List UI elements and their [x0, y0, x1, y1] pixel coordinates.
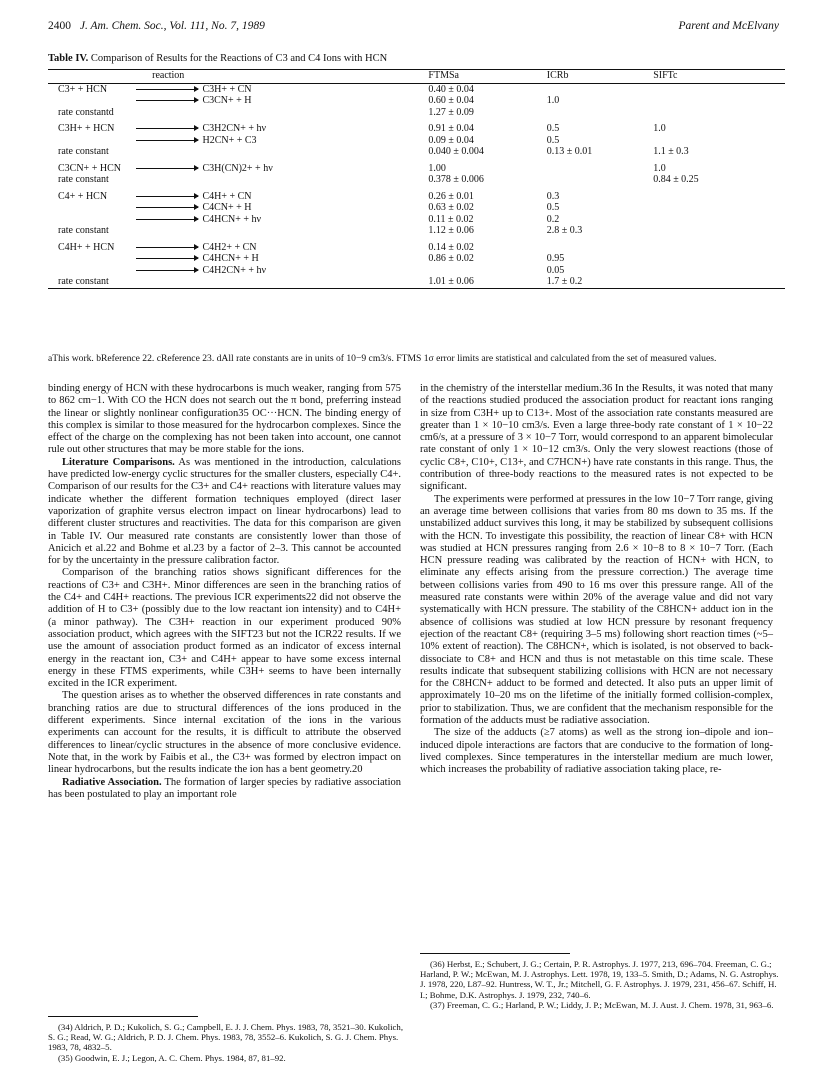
col-header-reaction: reaction: [152, 70, 185, 81]
paragraph-text: Comparison of the branching ratios shows significant differences for the reactions of C3+ and C3H+. Minor differences are seen in the branching ratios of the C4+ and C4H+ reactions. The previous ICR experiments22 did not observe the addition of H to C3+ (possibly due to the low reactant ion intensity) and to C4H+ (a minor pathway). The C3H+ reaction in our experiment produced 90% association product, which agrees with the SIFT23 but not the ICR22 results. If we use the amount of association product formed as an indicator of excess internal energy in the reactant ion, C3+ and C4H+ appear to have some excess internal energy in these FTMS experiments, while C3H+ seems to have been internally excited in the ICR experiment.: [48, 567, 401, 690]
icr-value: 0.5: [546, 202, 560, 213]
arrow-icon: [136, 140, 198, 141]
product-cell: H2CN+ + C3: [202, 134, 257, 146]
icr-value: 0.2: [546, 213, 560, 225]
col-header-sift: SIFTc: [653, 70, 678, 81]
reference-entry: (34) Aldrich, P. D.; Kukolich, S. G.; Campbell, E. J. J. Chem. Phys. 1983, 78, 3521–30. Kukolich, S. G.; Read, W. G.; Aldrich, P. D. J. Chem. Phys. 1983, 78, 3552–6. Kukolich, S. G. J. Chem. Phys. 1983, 78, 4832–5.: [48, 1022, 404, 1053]
reference-entry: (35) Goodwin, E. J.; Legon, A. C. Chem. Phys. 1984, 87, 81–92.: [58, 1052, 286, 1063]
table-row: [48, 158, 785, 175]
table-caption: [48, 53, 788, 64]
reactants-cell: [48, 95, 136, 107]
col-header-ftms: FTMSa: [428, 70, 459, 81]
product-cell: C3H2CN+ + hν: [202, 123, 267, 134]
sift-value: [653, 95, 785, 107]
sift-rate: [653, 107, 785, 119]
paragraph: [48, 567, 401, 690]
reactants-cell: [48, 265, 136, 277]
journal-name: J. Am. Chem. Soc., Vol. 111, No. 7, 1989: [79, 20, 265, 32]
reactants-cell: C3+ + HCN: [58, 83, 108, 95]
ftms-rate: 0.378 ± 0.006: [428, 174, 484, 185]
ftms-value: 0.40 ± 0.04: [428, 83, 474, 95]
ftms-value: 0.09 ± 0.04: [428, 134, 474, 146]
ftms-value: 0.60 ± 0.04: [428, 95, 474, 106]
icr-rate: [547, 174, 653, 186]
ftms-value: [428, 265, 546, 277]
ftms-value: 1.00: [428, 162, 446, 174]
reaction-arrow: [136, 253, 203, 265]
references-left: [48, 1016, 408, 1063]
reactants-cell: C4+ + HCN: [58, 190, 108, 202]
paragraph: [48, 690, 401, 776]
reaction-arrow: [136, 158, 203, 175]
table-label: Table IV.: [48, 53, 89, 64]
arrow-icon: [136, 207, 198, 208]
sift-rate: 0.84 ± 0.25: [653, 174, 699, 185]
table-footnote: aThis work. bReference 22. cReference 23. dAll rate constants are in units of 10−9 cm3/s. FTMS 1σ error limits are statistical and calculated from the set of measured values.: [48, 353, 717, 364]
table-row: [48, 83, 785, 95]
arrow-icon: [136, 89, 198, 90]
arrow-icon: [136, 247, 198, 248]
rate-constant-row: [48, 225, 785, 237]
icr-value: [547, 237, 653, 254]
running-header: [48, 20, 779, 38]
sift-value: [653, 214, 785, 226]
reactants-cell: [48, 214, 136, 226]
reaction-arrow: [136, 202, 203, 214]
sift-value: [653, 83, 785, 95]
product-cell: C4CN+ + H: [202, 202, 252, 213]
table-row: [48, 135, 785, 147]
sift-rate: [653, 276, 785, 288]
icr-rate: 2.8 ± 0.3: [546, 225, 583, 236]
header-authors: Parent and McElvany: [678, 20, 779, 32]
rate-label: rate constantd: [58, 106, 114, 118]
table-row: [48, 202, 785, 214]
ftms-value: 0.91 ± 0.04: [428, 123, 474, 134]
table-row: [48, 237, 785, 254]
table-title: Comparison of Results for the Reactions of C3 and C4 Ions with HCN: [90, 53, 388, 64]
reaction-arrow: [136, 135, 203, 147]
paragraph: [420, 494, 773, 728]
ftms-value: 0.63 ± 0.02: [428, 202, 474, 213]
icr-rate: 1.7 ± 0.2: [547, 276, 653, 288]
arrow-icon: [136, 258, 198, 259]
sift-value: 1.0: [653, 123, 666, 134]
rate-constant-row: [48, 174, 785, 186]
rate-constant-row: [48, 146, 785, 158]
sift-value: [653, 202, 785, 214]
ftms-value: 0.26 ± 0.01: [428, 190, 474, 202]
table-header-row: [48, 70, 785, 84]
paragraph: [48, 777, 401, 802]
ftms-rate: 1.27 ± 0.09: [428, 106, 474, 118]
reactants-cell: [48, 253, 136, 265]
sift-value: [653, 135, 785, 147]
col-header-icr: ICRb: [546, 70, 569, 81]
arrow-icon: [136, 270, 198, 271]
reactants-cell: C4H+ + HCN: [58, 241, 115, 253]
table-row: [48, 253, 785, 265]
ftms-rate: 1.01 ± 0.06: [428, 276, 546, 288]
paragraph-text: in the chemistry of the interstellar medium.36 In the Results, it was noted that many of the reactions studied produced the association product for reactant ions ranging in size from C3H+ up to C13+. Most of the association rate constants measured are greater than 1 × 10−10 cm3/s. Even a large three-body rate constant of 1 × 10−22 cm6/s, at a pressure of 3 × 10−7 Torr, would correspond to an apparent bimolecular rate constant of only 1 × 10−12 cm3/s. Only the very slowest reactions (those of cyclic C8+, C10+, C13+, and C7HCN+) have rate constants in this range. Thus, the contribution of three-body reactions to the measured rates is not expected to be significant.: [420, 383, 773, 493]
table-row: [48, 95, 785, 107]
table-row: [48, 186, 785, 203]
icr-value: 0.95: [546, 253, 565, 264]
ftms-value: 0.86 ± 0.02: [428, 253, 474, 264]
icr-value: [547, 83, 653, 95]
reference-rule: [420, 953, 570, 954]
icr-value: 1.0: [546, 95, 560, 106]
rate-label: rate constant: [48, 276, 428, 288]
table-row: [48, 265, 785, 277]
paragraph: [420, 727, 773, 776]
sift-value: [653, 186, 785, 203]
arrow-icon: [136, 219, 198, 220]
product-cell: C4HCN+ + H: [202, 253, 259, 264]
reference-entry: (37) Freeman, C. G.; Harland, P. W.; Liddy, J. P.; McEwan, M. J. Aust. J. Chem. 1978, 31, 963–6.: [430, 999, 774, 1010]
icr-value: 0.5: [546, 134, 560, 146]
run-in-heading: Literature Comparisons.: [62, 456, 175, 468]
reactants-cell: [48, 135, 136, 147]
rate-label: rate constant: [58, 146, 109, 157]
left-text-column: [48, 383, 401, 801]
product-cell: C4H+ + CN: [202, 190, 252, 202]
rate-constant-row: [48, 107, 785, 119]
reference-entry: (36) Herbst, E.; Schubert, J. G.; Certain, P. R. Astrophys. J. 1977, 213, 696–704. Freeman, C. G.; Harland, P. W.; McEwan, M. J. Astrophys. Lett. 1978, 19, 133–5. Smith, D.; Adams, N. G. Astrophys. J. 1978, 220, L87–92. Huntress, W. T., Jr.; Mitchell, G. F. Astrophys. J. 1979, 231, 456–67. Schiff, H. I.; Bohme, D.K. Astrophys. J. 1979, 232, 740–6.: [420, 959, 779, 1000]
rate-label: rate constant: [58, 225, 109, 236]
paragraph-text: The size of the adducts (≥7 atoms) as well as the strong ion–dipole and ion–induced dipole interactions are factors that are conducive to the formation of long-lived complexes. Since temperatures in the interstellar medium are much lower, which increases the probability of radiative association taking place, re-: [420, 727, 773, 776]
ftms-value: 0.11 ± 0.02: [428, 213, 474, 225]
ftms-rate: 0.040 ± 0.004: [428, 146, 484, 157]
product-cell: C4H2CN+ + hν: [202, 264, 267, 276]
paragraph: [420, 383, 773, 494]
page-number: 2400: [48, 20, 71, 32]
rate-constant-row: [48, 276, 785, 288]
reaction-arrow: [136, 214, 203, 226]
icr-rate: [547, 107, 653, 119]
right-text-column: [420, 383, 773, 777]
icr-value: [547, 158, 653, 175]
reaction-arrow: [136, 186, 203, 203]
icr-value: 0.05: [546, 264, 565, 276]
icr-rate: 0.13 ± 0.01: [546, 146, 593, 157]
references-right: [420, 953, 780, 1010]
sift-value: [653, 265, 785, 277]
paragraph-text: The formation of larger species by radiative association has been postulated to play an important role: [48, 776, 401, 800]
sift-value: 1.0: [653, 162, 666, 174]
paragraph-text: As was mentioned in the introduction, calculations have predicted low-energy cyclic structures for the smaller clusters, especially C4+. Comparison of our results for the C3+ and C4+ reactions with literature values may indicate whether the different formation techniques employed (direct laser vaporization of graphite versus electron impact on linear hydrocarbons) lead to different cluster structures and reactivities. The data for this comparison are given in Table IV. Our measured rate constants are consistently lower than those of Anicich et al.22 and Bohme et al.23 by a factor of 2–3. This cannot be accounted for by the uncertainty in the pressure calibration factor.: [48, 456, 401, 567]
product-cell: C3H(CN)2+ + hν: [202, 162, 273, 174]
paragraph-text: binding energy of HCN with these hydrocarbons is much weaker, ranging from 575 to 862 cm−1. With CO the HCN does not search out the π bond, preferring instead the linear or slightly nonlinear configuration35 OC···HCN. The binding energy of this complex is similar to those measured for the hydrocarbon complexes. Since the effect of the charge on the complexing has not been taken into account, one cannot rule out other structures that may be more stable for the ions.: [48, 383, 401, 456]
ftms-value: 0.14 ± 0.02: [428, 241, 474, 253]
reaction-arrow: [136, 237, 203, 254]
product-cell: C4HCN+ + hν: [202, 213, 262, 225]
reaction-arrow: [136, 83, 203, 95]
sift-rate: 1.1 ± 0.3: [653, 146, 689, 157]
product-cell: C3CN+ + H: [202, 95, 252, 106]
table-body: [48, 83, 785, 288]
sift-value: [653, 237, 785, 254]
icr-value: 0.5: [546, 123, 560, 134]
reactants-cell: C3CN+ + HCN: [58, 162, 121, 174]
header-citation: [48, 20, 265, 32]
table-row: [48, 118, 785, 135]
paragraph: [48, 383, 401, 457]
rate-label: rate constant: [58, 174, 109, 185]
ftms-rate: 1.12 ± 0.06: [428, 225, 474, 236]
reaction-arrow: [136, 265, 203, 277]
paragraph-text: The experiments were performed at pressures in the low 10−7 Torr range, giving an average time between collisions that varies from 80 ms down to 35 ms. If the unstabilized adduct survives this long, it may be stabilized by subsequent collisions with the HCN. To investigate this possibility, the reaction of linear C8+ with HCN was studied at HCN pressures ranging from 2.6 × 10−8 to 8 × 10−7 Torr. (Each HCN pressure reading was calibrated by the reaction of HCN+ with HCN, to eliminate any effects arising from the pressure correction.) The average time between collisions varies from 490 to 16 ms over this pressure range. All of the measured rate constants were within 20% of the average value and did not vary systematically with HCN pressure. The stability of the C8HCN+ adduct ion in the absence of collisions was studied at low HCN pressure by resonant frequency ejection of the reactant C8+ (requiring 3–5 ms) following short reaction times (~5–10% extent of reaction). The C8HCN+, which is isolated, is not observed to back-dissociate to C8+ and HCN and thus is not metastable on this time scale. These results indicate that subsequent stabilizing collisions with HCN are not necessary for the C8HCN+ adduct to be formed and detected. It also puts an upper limit of approximately 10–20 ms on the lifetime of the initially formed collision-complex, prior to stabilization. Thus, we are confident that the mechanism responsible for the formation of the adducts must be radiative association.: [420, 493, 773, 727]
icr-value: 0.3: [546, 190, 560, 202]
reaction-arrow: [136, 118, 203, 135]
run-in-heading: Radiative Association.: [62, 776, 162, 788]
reference-rule: [48, 1016, 198, 1017]
arrow-icon: [136, 100, 198, 101]
arrow-icon: [136, 196, 198, 197]
reaction-arrow: [136, 95, 203, 107]
paragraph: [48, 457, 401, 568]
results-table: [48, 69, 785, 289]
sift-rate: [653, 225, 785, 237]
product-cell: C4H2+ + CN: [202, 241, 257, 253]
paragraph-text: The question arises as to whether the observed differences in rate constants and branching ratios are due to structural differences of the ions produced in the different experiments. Since internal excitation of the ions in the various experiments can account for the results, it is difficult to attribute the observed differences to linear/cyclic structures in the absence of more conclusive evidence. Note that, in the work by Faibis et al., the C3+ was formed by electron impact on linear hydrocarbons, but the results indicate the ion has a bent geometry.20: [48, 690, 401, 776]
reactants-cell: [48, 202, 136, 214]
product-cell: C3H+ + CN: [202, 83, 252, 95]
sift-value: [653, 253, 785, 265]
arrow-icon: [136, 168, 198, 169]
table-row: [48, 214, 785, 226]
arrow-icon: [136, 128, 198, 129]
reactants-cell: C3H+ + HCN: [58, 123, 115, 134]
